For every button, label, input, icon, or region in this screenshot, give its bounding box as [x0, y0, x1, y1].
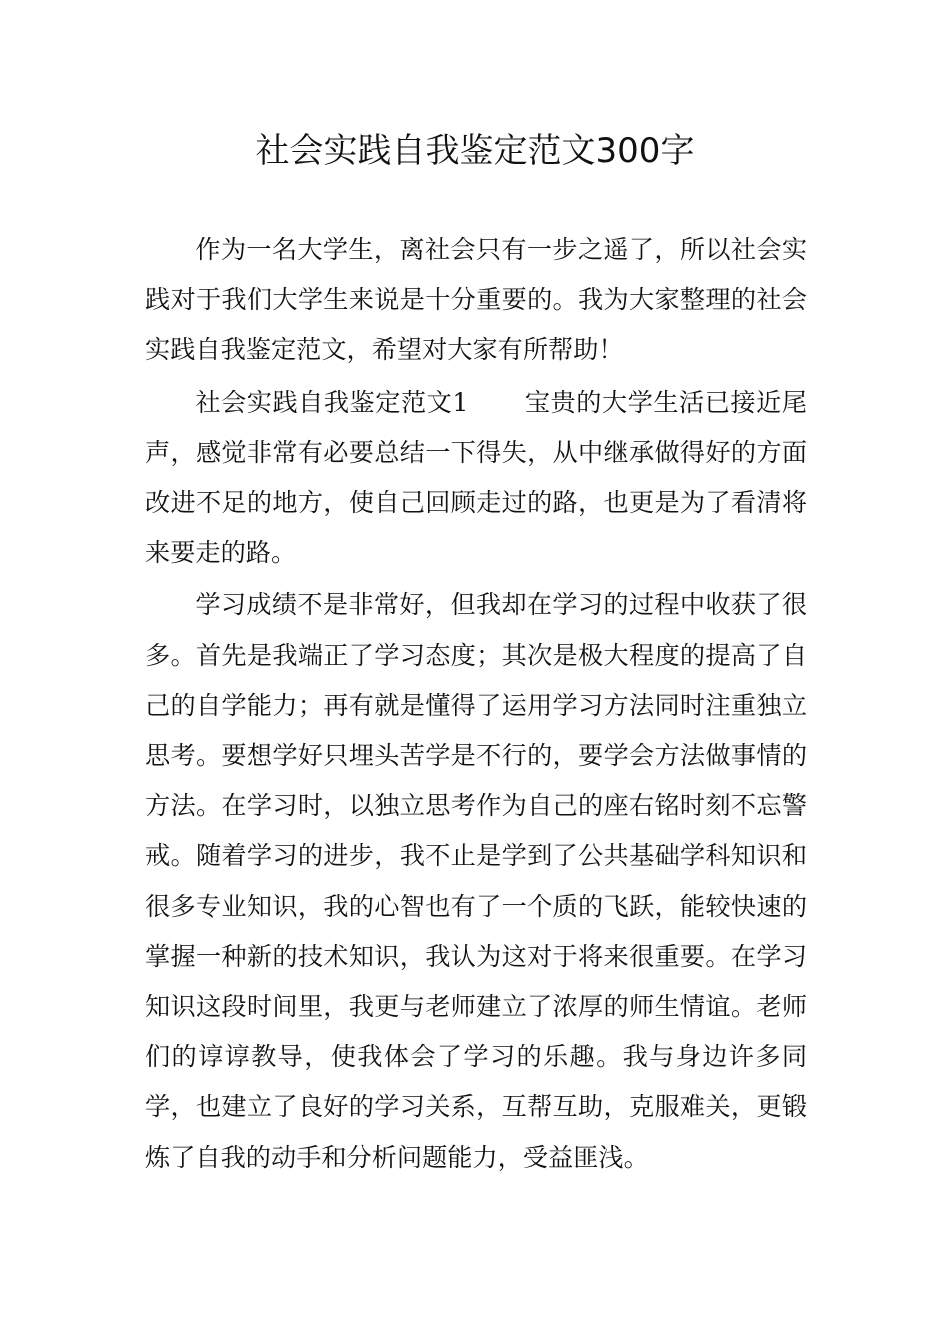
intro-paragraph: 作为一名大学生，离社会只有一步之遥了，所以社会实践对于我们大学生来说是十分重要的。我为大家整理的社会实践自我鉴定范文，希望对大家有所帮助！ — [145, 235, 807, 365]
document-body — [145, 225, 807, 1185]
section-heading: 社会实践自我鉴定范文1 — [195, 387, 469, 417]
section-start-text: 宝贵的大学生活已接近尾声，感觉非常有必要总结一下得失，从中继承做得好的方面改进不足的地方，使自己回顾走过的路，也更是为了看清将来要走的路。 — [145, 387, 807, 568]
section-one-paragraph — [145, 378, 807, 579]
document-title: 社会实践自我鉴定范文300字 — [255, 131, 695, 171]
study-paragraph: 学习成绩不是非常好，但我却在学习的过程中收获了很多。首先是我端正了学习态度；其次是极大程度的提高了自己的自学能力；再有就是懂得了运用学习方法同时注重独立思考。要想学好只埋头苦学是不行的，要学会方法做事情的方法。在学习时，以独立思考作为自己的座右铭时刻不忘警戒。随着学习的进步，我不止是学到了公共基础学科知识和很多专业知识，我的心智也有了一个质的飞跃，能较快速的掌握一种新的技术知识，我认为这对于将来很重要。在学习知识这段时间里，我更与老师建立了浓厚的师生情谊。老师们的谆谆教导，使我体会了学习的乐趣。我与身边许多同学，也建立了良好的学习关系，互帮互助，克服难关，更锻炼了自我的动手和分析问题能力，受益匪浅。 — [145, 590, 807, 1172]
